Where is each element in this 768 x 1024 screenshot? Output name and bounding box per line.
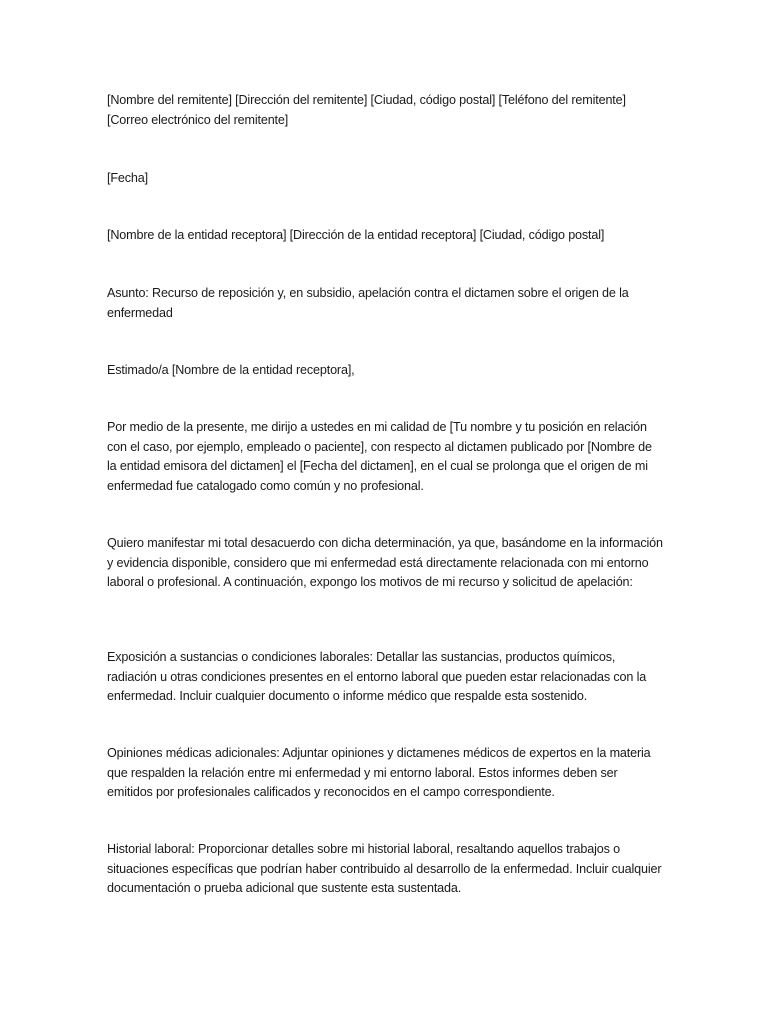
argument-work-history: Historial laboral: Proporcionar detalles sobre mi historial laboral, resaltando aquellos trabajos o situaciones específicas que podrían haber contribuido al desarrollo de la enfermedad. Incluir cualquier documentación o prueba adicional que sustente esta sustentada.: [107, 842, 662, 895]
body-paragraph-1: Por medio de la presente, me dirijo a ustedes en mi calidad de [Tu nombre y tu posición en relación con el caso, por ejemplo, empleado o paciente], con respecto al dictamen publicado por [Nombre de la entidad emisora del dictamen] el [Fecha del dictamen], en el cual se prolonga que el origen de mi enfermedad fue catalogado como común y no profesional.: [107, 420, 652, 493]
argument-exposure: Exposición a sustancias o condiciones laborales: Detallar las sustancias, productos químicos, radiación u otras condiciones presentes en el entorno laboral que pueden estar relacionadas con la enfermedad. Incluir cualquier documento o informe médico que respalde esta sostenido.: [107, 650, 647, 703]
letter-salutation: Estimado/a [Nombre de la entidad receptora],: [107, 363, 355, 377]
recipient-block: [Nombre de la entidad receptora] [Dirección de la entidad receptora] [Ciudad, código postal]: [107, 228, 605, 242]
body-paragraph-2: Quiero manifestar mi total desacuerdo con dicha determinación, ya que, basándome en la información y evidencia disponible, considero que mi enfermedad está directamente relacionada con mi entorno laboral o profesional. A continuación, expongo los motivos de mi recurso y solicitud de apelación:: [107, 536, 663, 589]
argument-medical-opinions: Opiniones médicas adicionales: Adjuntar opiniones y dictamenes médicos de expertos en la materia que respalden la relación entre mi enfermedad y mi entorno laboral. Estos informes deben ser emitidos por profesionales calificados y reconocidos en el campo correspondiente.: [107, 746, 651, 799]
sender-block: [Nombre del remitente] [Dirección del remitente] [Ciudad, código postal] [Teléfono del remitente] [Correo electrónico del remitente]: [107, 93, 626, 127]
letter-date: [Fecha]: [107, 171, 148, 185]
letter-subject: Asunto: Recurso de reposición y, en subsidio, apelación contra el dictamen sobre el origen de la enfermedad: [107, 286, 629, 320]
